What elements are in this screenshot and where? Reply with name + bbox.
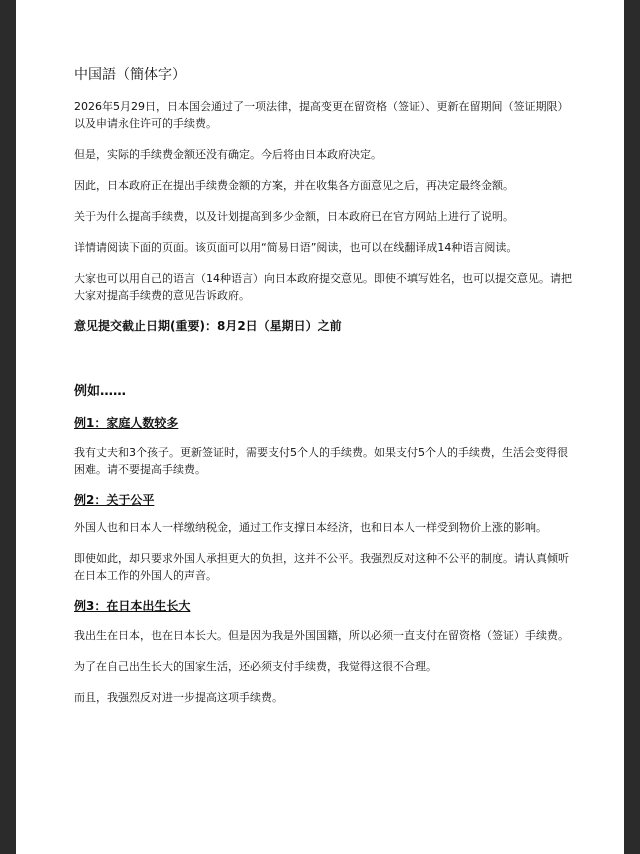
- document-title: 中国語（簡体字）: [74, 67, 186, 83]
- paragraph: 详情请阅读下面的页面。该页面可以用“简易日语”阅读，也可以在线翻译成14种语言阅读。: [74, 241, 518, 254]
- example-2-heading: 例2：关于公平: [74, 493, 155, 507]
- paragraph: 大家也可以用自己的语言（14种语言）向日本政府提交意见。即使不填写姓名，也可以提交意见。请把大家对提高手续费的意见告诉政府。: [74, 272, 572, 302]
- document-page: [16, 0, 624, 854]
- document-content: [74, 66, 574, 720]
- example-2-paragraph: 外国人也和日本人一样缴纳税金，通过工作支撑日本经济，也和日本人一样受到物价上涨的影响。: [74, 521, 547, 534]
- example-3-paragraph: 为了在自己出生长大的国家生活，还必须支付手续费，我觉得这很不合理。: [74, 660, 437, 673]
- example-3-paragraph: 而且，我强烈反对进一步提高这项手续费。: [74, 691, 283, 704]
- deadline-notice: 意见提交截止日期(重要)：8月2日（星期日）之前: [74, 319, 342, 333]
- paragraph: 但是，实际的手续费金额还没有确定。今后将由日本政府决定。: [74, 148, 382, 161]
- paragraph: 因此，日本政府正在提出手续费金额的方案，并在收集各方面意见之后，再决定最终金额。: [74, 179, 514, 192]
- example-1-heading: 例1：家庭人数较多: [74, 416, 179, 430]
- paragraph: 关于为什么提高手续费，以及计划提高到多少金额，日本政府已在官方网站上进行了说明。: [74, 210, 514, 223]
- example-1-paragraph: 我有丈夫和3个孩子。更新签证时，需要支付5个人的手续费。如果支付5个人的手续费，生活会变得很困难。请不要提高手续费。: [74, 446, 568, 476]
- example-3-paragraph: 我出生在日本，也在日本长大。但是因为我是外国国籍，所以必须一直支付在留资格（签证）手续费。: [74, 629, 569, 642]
- example-3-heading: 例3：在日本出生长大: [74, 599, 191, 613]
- example-2-paragraph: 即使如此，却只要求外国人承担更大的负担，这并不公平。我强烈反对这种不公平的制度。请认真倾听在日本工作的外国人的声音。: [74, 552, 569, 582]
- examples-heading: 例如……: [74, 384, 127, 399]
- paragraph: 2026年5月29日，日本国会通过了一项法律，提高变更在留资格（签证）、更新在留期间（签证期限）以及申请永住许可的手续费。: [74, 100, 569, 130]
